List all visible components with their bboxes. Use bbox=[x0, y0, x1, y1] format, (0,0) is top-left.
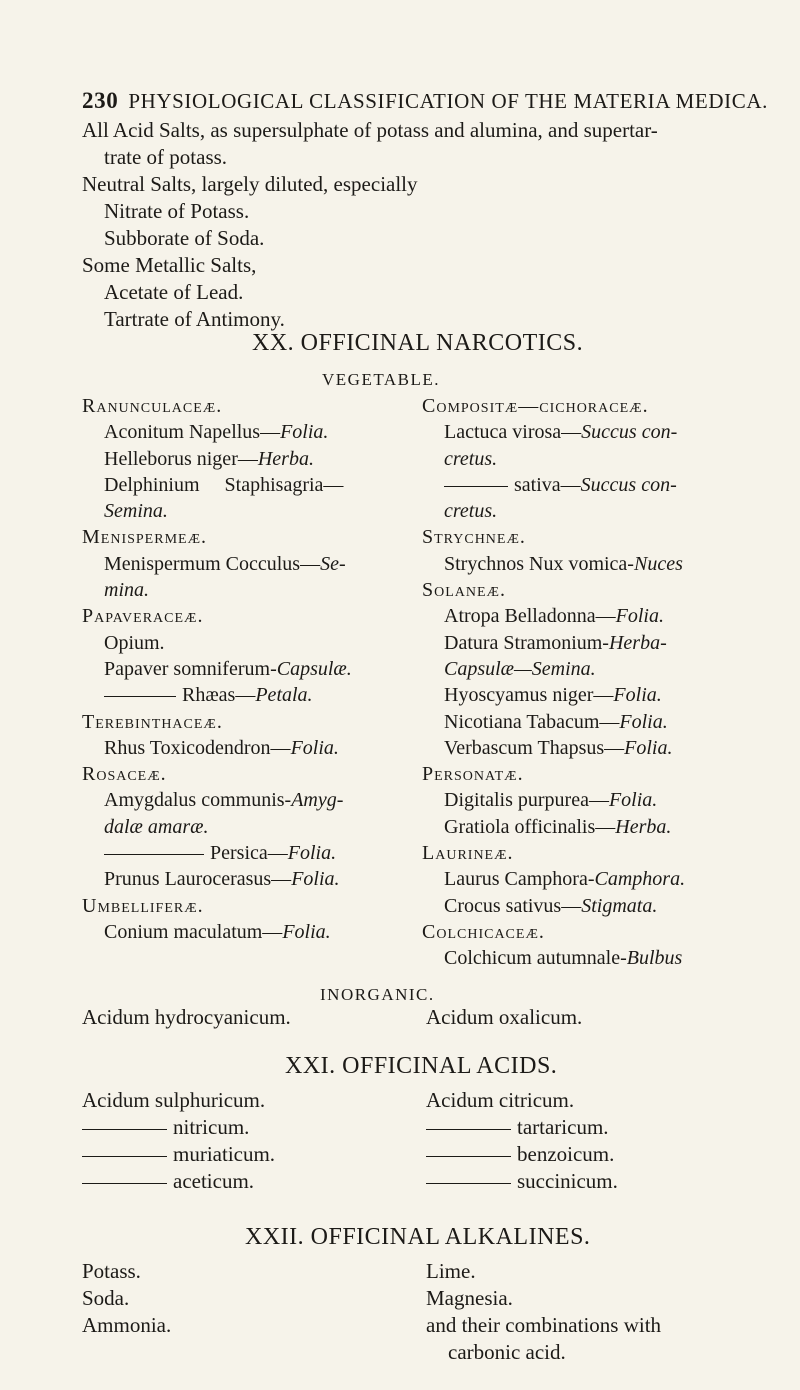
acid-name: tartaricum. bbox=[517, 1115, 609, 1139]
drug-entry bbox=[422, 630, 762, 656]
acid-name: Acidum citricum. bbox=[426, 1088, 575, 1112]
drug-part: Succus con- bbox=[580, 473, 677, 496]
drug-entry bbox=[82, 446, 402, 472]
intro-line: Neutral Salts, largely diluted, especially bbox=[82, 172, 418, 196]
family-heading: Terebinthaceæ. bbox=[82, 710, 223, 733]
ditto-dash bbox=[426, 1183, 511, 1184]
drug-name: Digitalis purpurea— bbox=[444, 789, 609, 812]
drug-name: Crocus sativus— bbox=[444, 894, 582, 917]
section-title-narcotics: XX. OFFICINAL NARCOTICS. bbox=[252, 330, 584, 356]
drug-part: Herba. bbox=[615, 815, 672, 838]
drug-name: Amygdalus communis- bbox=[104, 789, 292, 812]
family-heading: Solaneæ. bbox=[422, 579, 507, 602]
drug-name: Aconitum Napellus— bbox=[104, 421, 281, 444]
intro-line: Acetate of Lead. bbox=[104, 280, 244, 304]
drug-name: Rhæas— bbox=[182, 684, 256, 707]
family-heading: Ranunculaceæ. bbox=[82, 395, 223, 417]
acid-item bbox=[82, 1114, 275, 1141]
drug-name: Gratiola officinalis— bbox=[444, 815, 616, 838]
alkaline-item: Magnesia. bbox=[426, 1286, 513, 1310]
drug-part: Bulbus bbox=[626, 947, 683, 970]
drug-part: Capsulæ—Semina. bbox=[444, 657, 596, 680]
drug-entry bbox=[422, 551, 762, 577]
intro-line: Some Metallic Salts, bbox=[82, 253, 257, 277]
drug-part: Nuces bbox=[633, 552, 683, 575]
acid-name: succinicum. bbox=[517, 1169, 618, 1193]
drug-part: Se- bbox=[320, 552, 346, 575]
intro-line: All Acid Salts, as supersulphate of potass and alumina, and supertar- bbox=[82, 118, 658, 142]
drug-entry bbox=[82, 787, 402, 813]
drug-part: Folia. bbox=[615, 605, 664, 628]
drug-entry bbox=[422, 866, 762, 892]
drug-name: Papaver somniferum- bbox=[104, 657, 277, 680]
ditto-dash bbox=[104, 696, 176, 697]
acid-name: Acidum sulphuricum. bbox=[82, 1088, 266, 1112]
drug-name: Delphinium Staphisagria— bbox=[104, 473, 344, 496]
inorganic-item-right: Acidum oxalicum. bbox=[426, 1005, 583, 1029]
alkaline-item: Potass. bbox=[82, 1259, 141, 1283]
alkaline-item: and their combinations with bbox=[426, 1313, 662, 1337]
drug-part: cretus. bbox=[444, 500, 498, 523]
ditto-dash bbox=[426, 1129, 511, 1130]
drug-name: Opium. bbox=[104, 631, 165, 654]
drug-entry bbox=[422, 787, 762, 813]
alkalines-left-list bbox=[82, 1258, 171, 1339]
drug-part: Succus con- bbox=[581, 421, 678, 444]
ditto-dash bbox=[82, 1156, 167, 1157]
drug-entry bbox=[422, 419, 762, 445]
drug-part: Folia. bbox=[280, 421, 329, 444]
narcotics-left-column bbox=[82, 393, 402, 945]
alkalines-right-list bbox=[426, 1258, 661, 1366]
drug-part: Herba. bbox=[257, 447, 314, 470]
acid-name: aceticum. bbox=[173, 1169, 255, 1193]
narcotics-right-column bbox=[422, 393, 762, 972]
drug-entry bbox=[82, 682, 402, 708]
acid-item bbox=[426, 1114, 618, 1141]
alkaline-item: Soda. bbox=[82, 1286, 130, 1310]
drug-part: Camphora. bbox=[594, 868, 686, 891]
inorganic-item-left: Acidum hydrocyanicum. bbox=[82, 1005, 291, 1029]
family-heading: Umbelliferæ. bbox=[82, 894, 204, 917]
acid-item bbox=[82, 1087, 275, 1114]
drug-name: Atropa Belladonna— bbox=[444, 605, 616, 628]
running-title: PHYSIOLOGICAL CLASSIFICATION OF THE MATERIA MEDICA. bbox=[128, 89, 768, 113]
drug-name: Rhus Toxicodendron— bbox=[104, 736, 291, 759]
intro-line: trate of potass. bbox=[104, 145, 228, 169]
drug-entry bbox=[82, 630, 402, 656]
drug-entry bbox=[422, 945, 762, 971]
acids-left-list bbox=[82, 1087, 275, 1195]
drug-entry bbox=[82, 472, 402, 498]
family-heading: Personatæ. bbox=[422, 763, 524, 786]
drug-part: Folia. bbox=[282, 920, 331, 943]
family-heading: Compositæ—cichoraceæ. bbox=[422, 395, 649, 417]
alkaline-item: carbonic acid. bbox=[448, 1340, 566, 1364]
drug-entry bbox=[82, 551, 402, 577]
drug-part: Herba- bbox=[608, 631, 667, 654]
drug-part: dalæ amaræ. bbox=[104, 815, 209, 838]
drug-name: sativa— bbox=[514, 473, 581, 496]
drug-name: Prunus Laurocerasus— bbox=[104, 868, 292, 891]
vegetable-label: VEGETABLE. bbox=[322, 370, 440, 389]
drug-part: cretus. bbox=[444, 447, 498, 470]
drug-entry bbox=[422, 893, 762, 919]
alkaline-item: Lime. bbox=[426, 1259, 476, 1283]
drug-name: Colchicum autumnale- bbox=[444, 947, 627, 970]
family-heading: Laurineæ. bbox=[422, 842, 514, 865]
drug-entry bbox=[422, 814, 762, 840]
intro-line: Tartrate of Antimony. bbox=[104, 307, 285, 331]
drug-part: Amyg- bbox=[291, 789, 344, 812]
drug-part: Folia. bbox=[291, 868, 340, 891]
acid-name: muriaticum. bbox=[173, 1142, 276, 1166]
drug-entry bbox=[82, 840, 402, 866]
drug-part: Folia. bbox=[613, 684, 662, 707]
drug-entry bbox=[422, 472, 762, 498]
acid-item bbox=[82, 1141, 275, 1168]
drug-entry bbox=[422, 709, 762, 735]
acids-right-list bbox=[426, 1087, 618, 1195]
drug-part: Folia. bbox=[624, 736, 673, 759]
family-heading: Colchicaceæ. bbox=[422, 920, 545, 943]
intro-line: Subborate of Soda. bbox=[104, 226, 265, 250]
drug-entry bbox=[422, 656, 762, 682]
intro-line: Nitrate of Potass. bbox=[104, 199, 250, 223]
acid-item bbox=[426, 1087, 618, 1114]
drug-entry bbox=[82, 919, 402, 945]
drug-entry bbox=[82, 656, 402, 682]
drug-part: Folia. bbox=[290, 736, 339, 759]
inorganic-label: INORGANIC. bbox=[320, 985, 435, 1004]
drug-name: Helleborus niger— bbox=[104, 447, 258, 470]
running-header bbox=[82, 88, 768, 114]
section-title-acids: XXI. OFFICINAL ACIDS. bbox=[285, 1053, 558, 1079]
drug-name: Conium maculatum— bbox=[104, 920, 283, 943]
ditto-dash bbox=[82, 1129, 167, 1130]
intro-block bbox=[82, 117, 658, 333]
drug-entry bbox=[82, 419, 402, 445]
drug-part: Petala. bbox=[255, 684, 313, 707]
drug-part: Stigmata. bbox=[581, 894, 658, 917]
drug-part: Folia. bbox=[287, 842, 337, 865]
drug-entry bbox=[82, 866, 402, 892]
drug-name: Menispermum Cocculus— bbox=[104, 552, 321, 575]
drug-entry bbox=[422, 446, 762, 472]
drug-entry bbox=[422, 498, 762, 524]
alkaline-item: Ammonia. bbox=[82, 1313, 172, 1337]
drug-entry bbox=[82, 577, 402, 603]
drug-entry bbox=[422, 603, 762, 629]
drug-part: Folia. bbox=[608, 789, 658, 812]
acid-item bbox=[426, 1168, 618, 1195]
page-number: 230 bbox=[82, 88, 119, 113]
acid-name: benzoicum. bbox=[517, 1142, 615, 1166]
acid-item bbox=[82, 1168, 275, 1195]
family-heading: Papaveraceæ. bbox=[82, 605, 204, 628]
drug-name: Verbascum Thapsus— bbox=[444, 736, 625, 759]
family-heading: Menispermeæ. bbox=[82, 526, 208, 549]
drug-name: Lactuca virosa— bbox=[444, 421, 582, 444]
drug-part: Semina. bbox=[104, 500, 168, 523]
drug-name: Nicotiana Tabacum— bbox=[444, 710, 620, 733]
drug-name: Datura Stramonium- bbox=[444, 631, 609, 654]
acid-name: nitricum. bbox=[173, 1115, 250, 1139]
ditto-dash bbox=[444, 486, 508, 487]
drug-entry bbox=[422, 682, 762, 708]
drug-entry bbox=[82, 814, 402, 840]
drug-entry bbox=[82, 735, 402, 761]
ditto-dash bbox=[104, 854, 204, 855]
drug-name: Hyoscyamus niger— bbox=[444, 684, 614, 707]
drug-name: Laurus Camphora- bbox=[444, 868, 595, 891]
acid-item bbox=[426, 1141, 618, 1168]
drug-name: Strychnos Nux vomica- bbox=[444, 552, 634, 575]
ditto-dash bbox=[82, 1183, 167, 1184]
drug-part: mina. bbox=[104, 579, 149, 602]
drug-name: Persica— bbox=[210, 842, 288, 865]
section-title-alkalines: XXII. OFFICINAL ALKALINES. bbox=[245, 1224, 591, 1250]
drug-part: Capsulæ. bbox=[276, 657, 352, 680]
drug-entry bbox=[82, 498, 402, 524]
drug-part: Folia. bbox=[619, 710, 668, 733]
family-heading: Rosaceæ. bbox=[82, 763, 167, 786]
drug-entry bbox=[422, 735, 762, 761]
family-heading: Strychneæ. bbox=[422, 526, 526, 549]
ditto-dash bbox=[426, 1156, 511, 1157]
